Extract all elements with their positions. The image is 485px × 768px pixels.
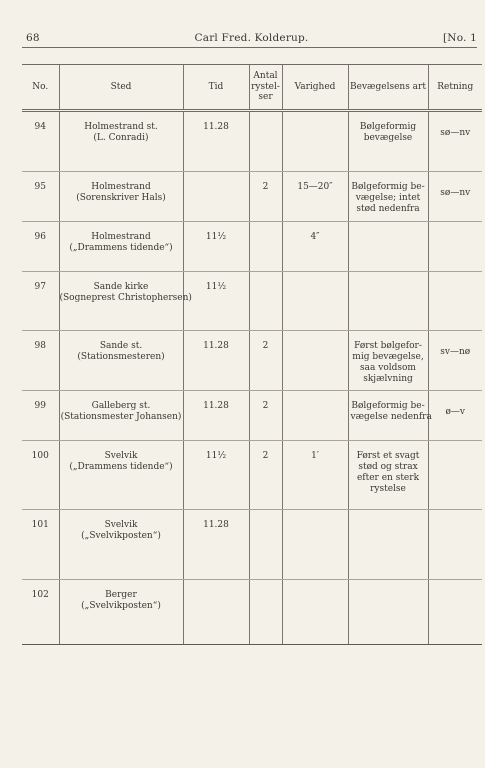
- page-header: [26, 32, 477, 46]
- cell-antal: [249, 272, 282, 331]
- cell-sted-line: Svelvik: [104, 520, 138, 530]
- cell-tid: 11.28: [183, 391, 249, 441]
- cell-retning: sø—nv: [428, 172, 482, 222]
- cell-tid: 11½: [183, 441, 249, 510]
- cell-art: [348, 391, 432, 441]
- cell-no: 102: [22, 580, 59, 645]
- cell-sted: [59, 580, 183, 645]
- col-header-antal: [249, 65, 282, 111]
- cell-antal: 2: [249, 441, 282, 510]
- cell-no: 98: [22, 331, 59, 391]
- cell-art-line: stød og strax: [358, 461, 418, 472]
- cell-sted-line: Sande kirke: [93, 282, 149, 292]
- table-row: [22, 510, 482, 580]
- table-row: [22, 111, 482, 172]
- cell-art-line: Først bølgefor-: [354, 341, 422, 351]
- cell-retning: [428, 580, 482, 645]
- cell-sted-line: („Svelvikposten“): [81, 530, 161, 541]
- cell-art-line: Bølgeformig be-: [351, 182, 425, 192]
- cell-no: 97: [22, 272, 59, 331]
- cell-antal: [249, 222, 282, 272]
- cell-retning: [428, 272, 482, 331]
- cell-tid: 11.28: [183, 331, 249, 391]
- cell-antal: [249, 510, 282, 580]
- table-row: [22, 391, 482, 441]
- header-rule: [22, 47, 477, 48]
- cell-varighed: [282, 331, 348, 391]
- cell-no: 101: [22, 510, 59, 580]
- cell-antal: [249, 111, 282, 172]
- cell-sted: [59, 111, 183, 172]
- table-row: [22, 331, 482, 391]
- cell-sted-line: (Stationsmester Johansen): [60, 411, 182, 422]
- cell-no: 96: [22, 222, 59, 272]
- cell-retning: [428, 510, 482, 580]
- cell-art: [348, 580, 428, 645]
- cell-art: [348, 272, 428, 331]
- cell-art: [348, 172, 428, 222]
- cell-tid: [183, 580, 249, 645]
- cell-sted-line: Galleberg st.: [91, 401, 151, 411]
- cell-no: 94: [22, 111, 59, 172]
- cell-sted-line: Svelvik: [104, 451, 138, 461]
- cell-no: 99: [22, 391, 59, 441]
- running-title: Carl Fred. Kolderup.: [194, 32, 309, 44]
- cell-art-line: vægelse; intet: [355, 192, 421, 203]
- cell-varighed: 15—20″: [282, 172, 348, 222]
- cell-art-line: saa voldsom: [360, 362, 416, 373]
- cell-sted-line: Holmestrand: [91, 182, 151, 192]
- cell-retning: sv—nø: [428, 331, 482, 391]
- cell-sted-line: (Stationsmesteren): [77, 351, 165, 362]
- col-header-no: No.: [22, 65, 59, 111]
- table-row: [22, 441, 482, 510]
- col-header-antal-line: ser: [258, 92, 273, 103]
- table-row: [22, 222, 482, 272]
- cell-sted-line: Sande st.: [99, 341, 143, 351]
- cell-varighed: [282, 580, 348, 645]
- cell-antal: [249, 580, 282, 645]
- table-row: [22, 272, 482, 331]
- cell-sted-line: Holmestrand st.: [84, 122, 158, 132]
- cell-varighed: [282, 272, 348, 331]
- cell-retning: sø—nv: [428, 111, 482, 172]
- earthquake-observation-table: [22, 64, 482, 645]
- table-row: [22, 580, 482, 645]
- cell-art-line: Bølgeformig: [359, 122, 417, 132]
- cell-art-line: skjælvning: [363, 373, 413, 384]
- cell-tid: 11½: [183, 222, 249, 272]
- cell-varighed: [282, 510, 348, 580]
- table-row: [22, 172, 482, 222]
- cell-art-line: Først et svagt: [356, 451, 420, 461]
- cell-sted-line: (L. Conradi): [93, 132, 149, 143]
- cell-art-line: mig bevægelse,: [352, 351, 424, 362]
- table-header-row: [22, 65, 482, 111]
- cell-art-line: efter en sterk: [356, 472, 420, 483]
- cell-sted: [59, 222, 183, 272]
- col-header-retning: Retning: [428, 65, 482, 111]
- cell-art-line: bevægelse: [363, 132, 413, 143]
- cell-art: [348, 111, 428, 172]
- cell-antal: 2: [249, 391, 282, 441]
- col-header-sted: Sted: [59, 65, 183, 111]
- cell-tid: 11.28: [183, 111, 249, 172]
- cell-sted-line: Berger: [105, 590, 137, 600]
- cell-retning: [428, 441, 482, 510]
- cell-art-line: Bølgeformig be-: [351, 401, 425, 411]
- cell-varighed: 4″: [282, 222, 348, 272]
- cell-sted-line: („Drammens tidende“): [69, 242, 173, 253]
- cell-antal: 2: [249, 331, 282, 391]
- section-number: [No. 1: [443, 32, 477, 44]
- cell-sted-line: (Sogneprest Christophersen): [59, 292, 192, 303]
- page-number: 68: [26, 32, 40, 44]
- cell-varighed: 1′: [282, 441, 348, 510]
- cell-sted-line: Holmestrand: [91, 232, 151, 242]
- cell-art-line: stød nedenfra: [356, 203, 420, 214]
- cell-sted: [59, 510, 183, 580]
- cell-sted: [59, 172, 183, 222]
- cell-sted: [59, 272, 192, 331]
- cell-art-line: rystelse: [370, 483, 406, 494]
- cell-sted: [59, 441, 183, 510]
- cell-sted-line: (Sorenskriver Hals): [76, 192, 166, 203]
- cell-tid: [183, 172, 249, 222]
- cell-sted: [59, 331, 183, 391]
- cell-art: [348, 222, 428, 272]
- cell-no: 95: [22, 172, 59, 222]
- cell-retning: ø—v: [428, 391, 482, 441]
- cell-art-line: vægelse nedenfra: [350, 411, 432, 422]
- cell-sted: [59, 391, 183, 441]
- cell-art: [348, 331, 428, 391]
- cell-sted-line: („Drammens tidende“): [69, 461, 173, 472]
- cell-retning: [428, 222, 482, 272]
- cell-tid: 11½: [183, 272, 249, 331]
- cell-sted-line: („Svelvikposten“): [81, 600, 161, 611]
- col-header-antal-line: Antal: [253, 70, 278, 81]
- cell-no: 100: [22, 441, 59, 510]
- col-header-tid: Tid: [183, 65, 249, 111]
- col-header-varighed: Varighed: [282, 65, 348, 111]
- cell-tid: 11.28: [183, 510, 249, 580]
- cell-varighed: [282, 111, 348, 172]
- col-header-antal-line: rystel-: [251, 81, 280, 92]
- cell-varighed: [282, 391, 348, 441]
- cell-antal: 2: [249, 172, 282, 222]
- col-header-art: Bevægelsens art: [348, 65, 428, 111]
- cell-art: [348, 441, 428, 510]
- cell-art: [348, 510, 428, 580]
